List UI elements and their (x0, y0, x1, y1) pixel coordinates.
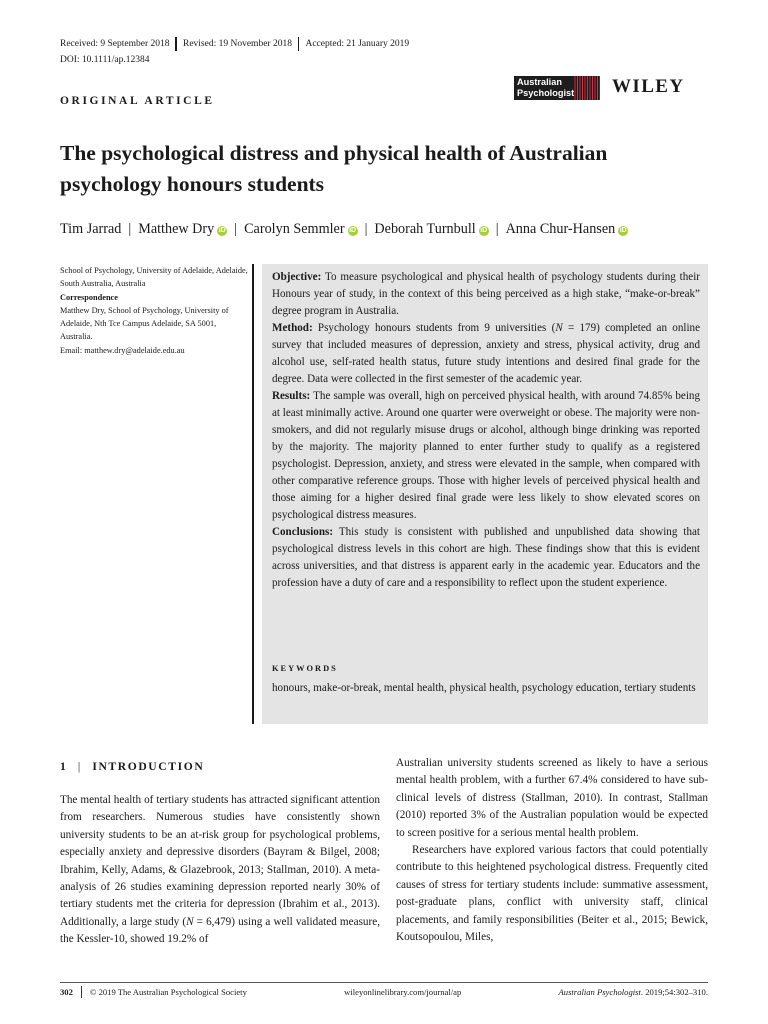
author-separator: | (495, 221, 499, 237)
author-name: Deborah Turnbull (374, 221, 476, 237)
conclusions-label: Conclusions: (272, 526, 334, 538)
orcid-icon[interactable]: iD (619, 227, 627, 234)
citation-journal: Australian Psychologist (558, 987, 641, 997)
section-label: ORIGINAL ARTICLE (60, 95, 215, 107)
author-separator: | (128, 221, 132, 237)
journal-logo-stripes (574, 76, 600, 100)
doi: DOI: 10.1111/ap.12384 (60, 55, 150, 65)
journal-logo (514, 76, 600, 100)
author-name: Tim Jarrad (60, 221, 122, 237)
objective-text: To measure psychological and physical health of psychology students during their Honours year of study, in the context of this being perceived as a high stake, “make-or-break” degree program in Australia. (272, 271, 700, 317)
journal-logo-line2: Psychologist (517, 87, 575, 98)
paragraph-text: = 6,479) using a well validated measure, the Kessler-10, showed 19.2% of (60, 915, 381, 946)
correspondence-email[interactable]: Email: matthew.dry@adelaide.edu.au (60, 345, 185, 355)
objective-label: Objective: (272, 271, 322, 283)
paragraph (60, 792, 380, 949)
method-text: = 179) completed an online survey that included measures of depression, anxiety and stress, physical activity, drug and alcohol use, self-rated health status, future study intentions and desired final grade for the degree. Data were collected in the first semester of the academic year. (272, 322, 700, 385)
abstract-objective (272, 269, 700, 320)
author-name: Anna Chur-Hansen (505, 221, 616, 237)
journal-url[interactable]: wileyonlinelibrary.com/journal/ap (344, 987, 462, 997)
affiliation-block (60, 264, 250, 357)
abstract-box (262, 264, 708, 724)
section-heading (60, 760, 204, 773)
keywords: honours, make-or-break, mental health, physical health, psychology education, tertiary students (272, 682, 696, 694)
correspondence-address: Matthew Dry, School of Psychology, University of Adelaide, Nth Tce Campus Adelaide, SA 5001, Australia. (60, 305, 229, 342)
paragraph: Researchers have explored various factors that could potentially contribute to this heightened psychological distress. Frequently cited causes of stress for tertiary students include: summative assessment, post-graduate plans, conflict with university staff, clinical placements, and family responsibilities (Beiter et al., 2015; Bewick, Koutsopoulou, Miles, (396, 844, 708, 944)
method-label: Method: (272, 322, 313, 334)
orcid-icon[interactable]: iD (218, 227, 226, 234)
abstract-results (272, 388, 700, 524)
correspondence-heading: Correspondence (60, 292, 118, 302)
publisher-logo: WILEY (612, 76, 685, 97)
author-name: Carolyn Semmler (244, 221, 345, 237)
method-n: N (555, 322, 563, 334)
author-separator: | (234, 221, 238, 237)
results-text: The sample was overall, high on perceived physical health, with around 74.85% being at least minimally active. Around one quarter were overweight or obese. The majority were non-smokers, and did not regularly misuse drugs or alcohol, although binge drinking was reported by the majority. The majority planned to enter further study to qualify as a registered psychologist. Depression, anxiety, and stress were elevated in the sample, when compared with other comparative reference groups. Those with higher levels of perceived physical health and those aiming for a higher desired final grade were less likely to show elevated scores on psychological distress measures. (272, 390, 700, 521)
abstract-divider (252, 264, 254, 724)
affiliation: School of Psychology, University of Adelaide, Adelaide, South Australia, Australia (60, 266, 248, 289)
heading-separator: | (77, 760, 82, 773)
citation (559, 987, 708, 997)
paragraph: Australian university students screened as likely to have a serious mental health problem, with a further 67.4% considered to have sub-clinical levels of distress (Stallman, 2010). In contrast, Stallman (2010) reported 3% of the Australian population would be expected to screen positive for a serious mental health problem. (396, 757, 708, 839)
orcid-icon[interactable]: iD (480, 227, 488, 234)
method-text: Psychology honours students from 9 universities ( (312, 322, 556, 334)
page-footer (60, 986, 708, 998)
body-column-right (396, 755, 708, 946)
body-column-left (60, 792, 380, 949)
footer-rule (60, 982, 708, 983)
article-history (60, 37, 415, 51)
revised-date: Revised: 19 November 2018 (182, 39, 292, 49)
results-label: Results: (272, 390, 311, 402)
author-list (60, 221, 628, 238)
orcid-icon[interactable]: iD (349, 227, 357, 234)
author-separator: | (364, 221, 368, 237)
citation-details: . 2019;54:302–310. (640, 987, 708, 997)
abstract-method (272, 320, 700, 388)
article-title: The psychological distress and physical health of Australian psychology honours students (60, 141, 608, 196)
accepted-date: Accepted: 21 January 2019 (305, 39, 410, 49)
italic-n: N (186, 915, 194, 928)
footer-divider (81, 986, 82, 998)
abstract-conclusions (272, 524, 700, 592)
paragraph-text: The mental health of tertiary students has attracted significant attention from researchers. Numerous studies have consistently shown university students to be an at-risk group for psychological problems, especially anxiety and depressive disorders (Bayram & Bilgel, 2008; Ibrahim, Kelly, Adams, & Glazebrook, 2013; Stallman, 2010). A meta-analysis of 26 studies examining depression reported nearly 30% of tertiary students met the criteria for depression (Ibrahim et al., 2013). Additionally, a large study ( (60, 794, 380, 928)
keywords-heading: KEYWORDS (272, 664, 338, 673)
page-number: 302 (60, 987, 73, 997)
conclusions-text: This study is consistent with published and unpublished data showing that psychological distress levels in this cohort are high. These findings show that this is evident across universities, and that distress is apparent early in the academic year. Educators and the profession have a duty of care and a responsibility to reflect upon the student experience. (272, 526, 700, 589)
section-number: 1 (60, 760, 68, 773)
section-title: INTRODUCTION (92, 760, 205, 773)
received-date: Received: 9 September 2018 (60, 39, 170, 49)
journal-logo-line1: Australian (517, 77, 562, 87)
author-name: Matthew Dry (138, 221, 215, 237)
copyright: © 2019 The Australian Psychological Society (89, 987, 247, 997)
